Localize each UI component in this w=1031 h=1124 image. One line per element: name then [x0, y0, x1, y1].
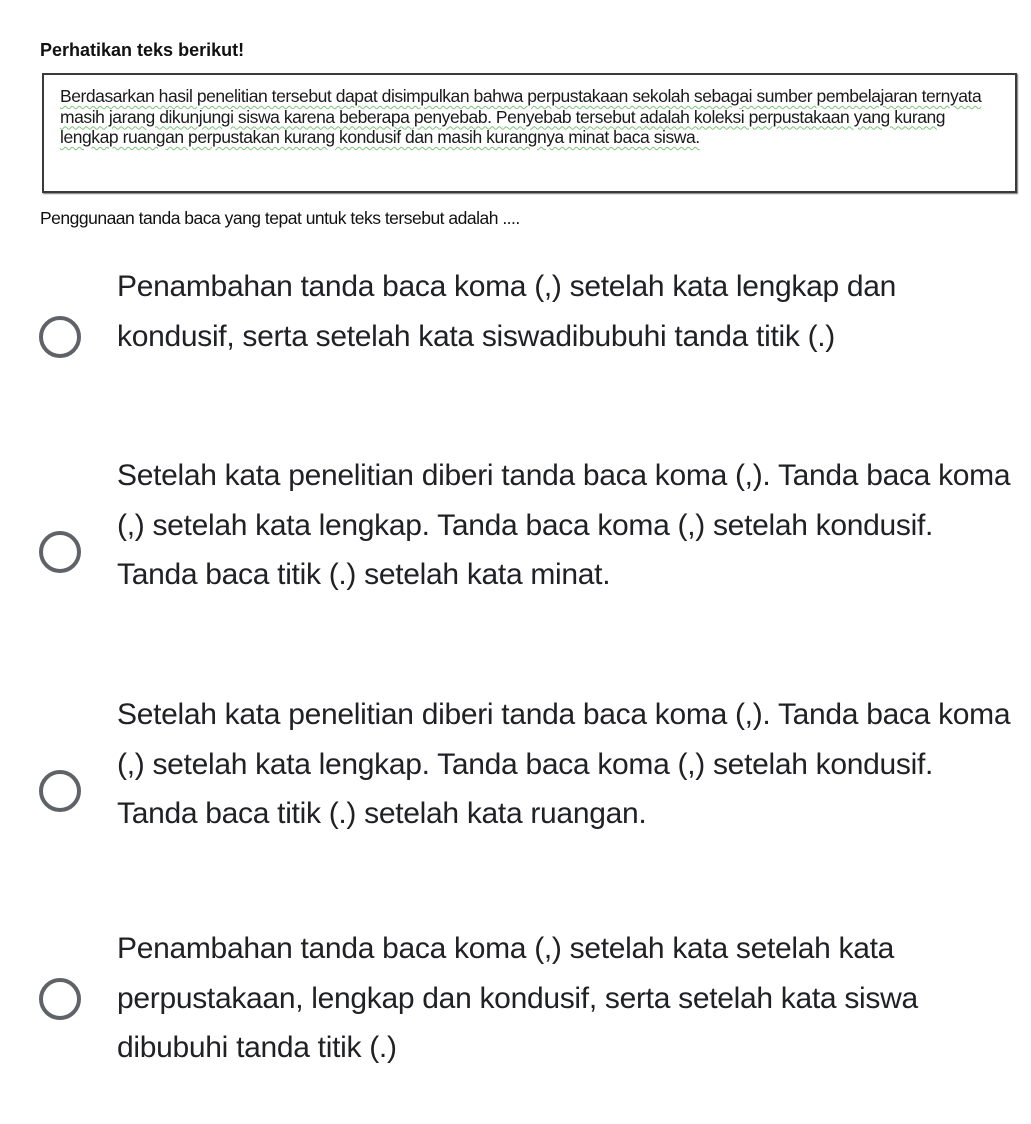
radio-button-icon[interactable] [39, 770, 81, 812]
passage-text: Berdasarkan hasil penelitian tersebut dapat disimpulkan bahwa perpustakaan sekolah sebagai sumber pembelajaran ternyata masih jarang dikunjungi siswa karena beberapa penyebab. Penyebab tersebut adalah koleksi perpustakaan yang kurang lengkap ruangan perpustakan kurang kondusif dan masih kurangnya minat baca siswa. [60, 86, 982, 147]
passage-box [42, 73, 1017, 193]
answer-option-label[interactable]: Penambahan tanda baca koma (,) setelah kata setelah kata perpustakaan, lengkap dan kondusif, serta setelah kata siswa dibubuhi tanda titik (.) [117, 932, 918, 1064]
answer-option-label[interactable]: Setelah kata penelitian diberi tanda baca koma (,). Tanda baca koma (,) setelah kata lengkap. Tanda baca koma (,) setelah kondusif. Tanda baca titik (.) setelah kata ruangan. [117, 698, 1011, 830]
answer-option-label[interactable]: Penambahan tanda baca koma (,) setelah kata lengkap dan kondusif, serta setelah kata siswadibubuhi tanda titik (.) [117, 270, 897, 353]
prompt-title: Perhatikan teks berikut! [40, 40, 245, 60]
question-text: Penggunaan tanda baca yang tepat untuk teks tersebut adalah .... [40, 208, 520, 228]
radio-button-icon[interactable] [39, 978, 81, 1020]
answer-option-3[interactable] [0, 690, 1031, 890]
answer-option-1[interactable] [0, 262, 1031, 412]
radio-button-icon[interactable] [39, 316, 81, 358]
answer-option-2[interactable] [0, 451, 1031, 651]
radio-button-icon[interactable] [39, 531, 81, 573]
answer-option-label[interactable]: Setelah kata penelitian diberi tanda baca koma (,). Tanda baca koma (,) setelah kata lengkap. Tanda baca koma (,) setelah kondusif. Tanda baca titik (.) setelah kata minat. [117, 459, 1011, 591]
answer-option-4[interactable] [0, 924, 1031, 1074]
